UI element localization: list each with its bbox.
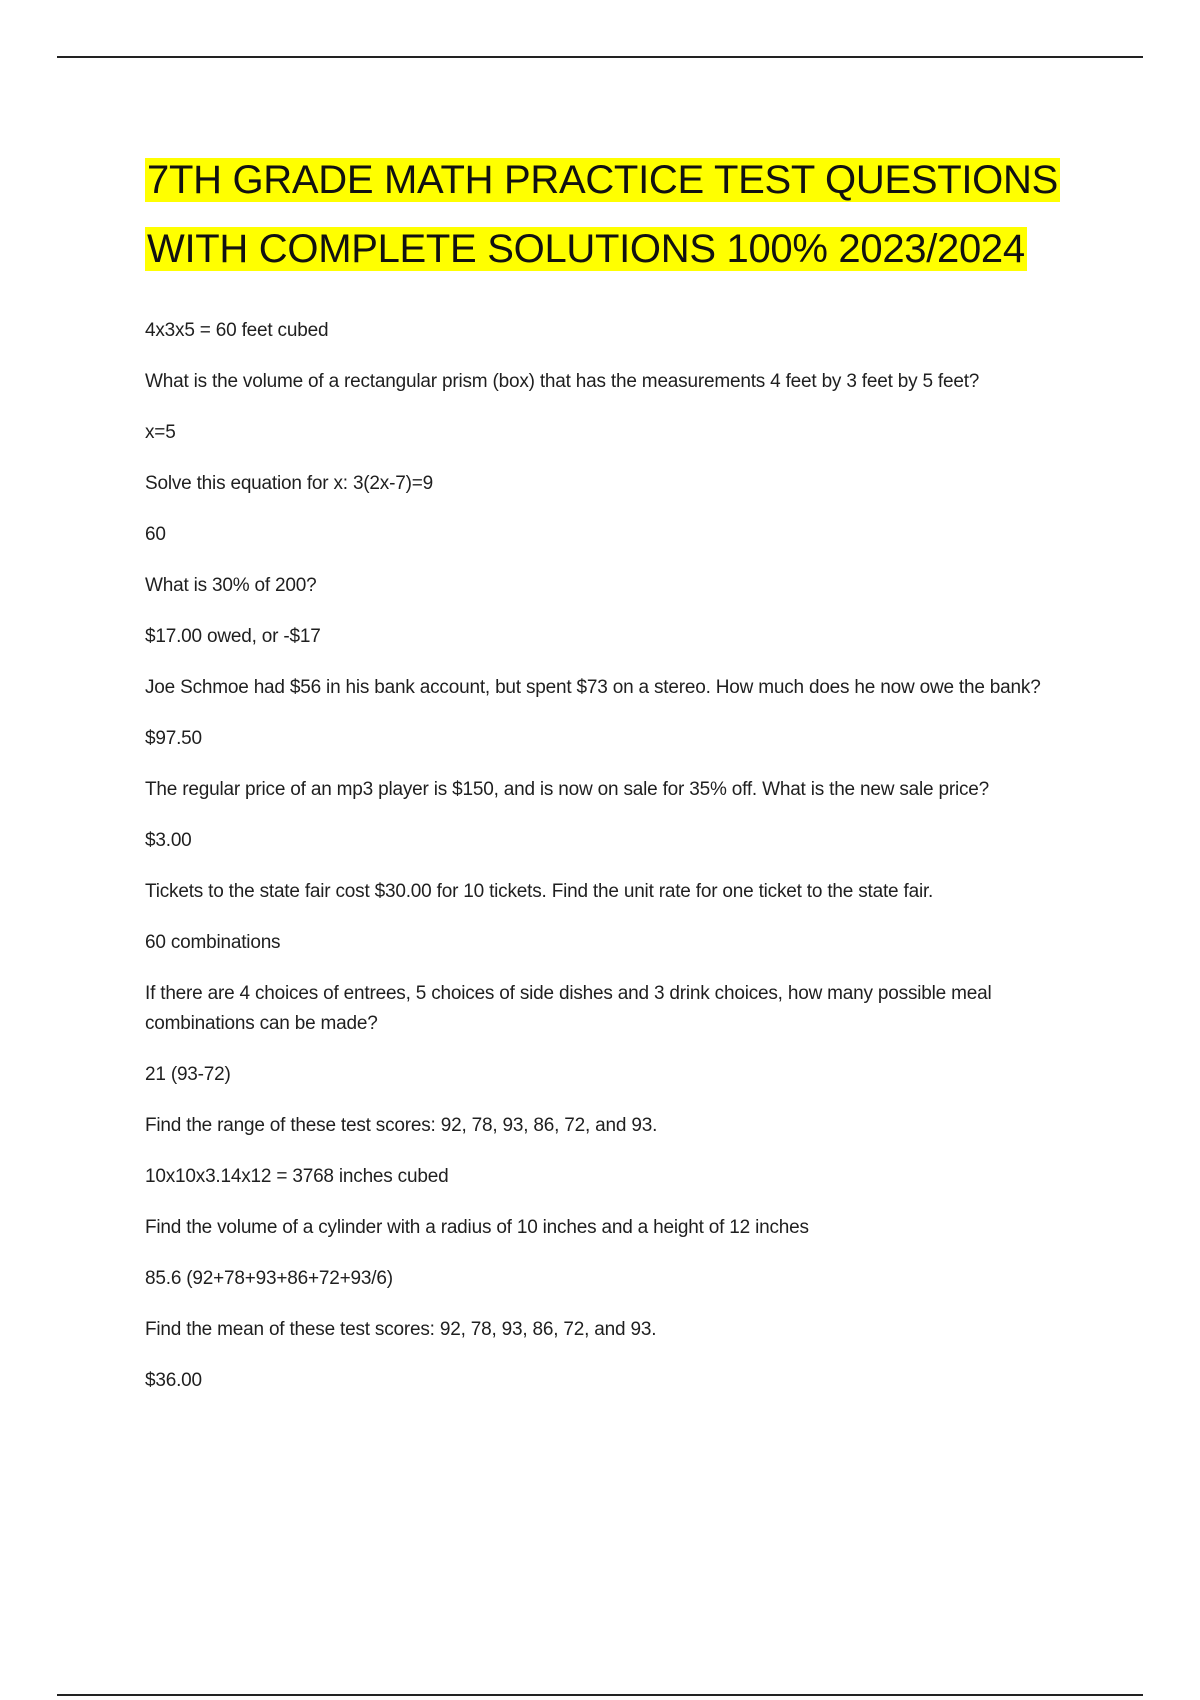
- question-line: Find the volume of a cylinder with a radius of 10 inches and a height of 12 inches: [145, 1217, 809, 1238]
- answer-line: $3.00: [145, 830, 192, 851]
- page-header-rule: [57, 56, 1143, 58]
- question-line: Tickets to the state fair cost $30.00 for 10 tickets. Find the unit rate for one ticket to the state fair.: [145, 881, 934, 902]
- question-line: Solve this equation for x: 3(2x-7)=9: [145, 473, 433, 494]
- question-line: Find the range of these test scores: 92, 78, 93, 86, 72, and 93.: [145, 1115, 658, 1136]
- answer-line: 10x10x3.14x12 = 3768 inches cubed: [145, 1166, 449, 1187]
- answer-line: 60: [145, 524, 166, 545]
- answer-line: $17.00 owed, or -$17: [145, 626, 321, 647]
- question-line: The regular price of an mp3 player is $150, and is now on sale for 35% off. What is the new sale price?: [145, 779, 990, 800]
- question-line: Joe Schmoe had $56 in his bank account, but spent $73 on a stereo. How much does he now owe the bank?: [145, 677, 1041, 698]
- answer-line: 85.6 (92+78+93+86+72+93/6): [145, 1268, 393, 1289]
- question-line: What is the volume of a rectangular prism (box) that has the measurements 4 feet by 3 feet by 5 feet?: [145, 371, 980, 392]
- document-title: [145, 146, 1075, 284]
- answer-line: 60 combinations: [145, 932, 281, 953]
- page-footer-rule: [57, 1694, 1143, 1696]
- answer-line: $97.50: [145, 728, 202, 749]
- answer-line: x=5: [145, 422, 176, 443]
- document-body: [145, 146, 1075, 1417]
- question-line: What is 30% of 200?: [145, 575, 317, 596]
- qa-list: [145, 316, 1075, 1396]
- document-title-highlight: 7TH GRADE MATH PRACTICE TEST QUESTIONS WITH COMPLETE SOLUTIONS 100% 2023/2024: [147, 158, 1058, 271]
- answer-line: 4x3x5 = 60 feet cubed: [145, 320, 329, 341]
- answer-line: $36.00: [145, 1370, 202, 1391]
- question-line: If there are 4 choices of entrees, 5 choices of side dishes and 3 drink choices, how many possible meal combinations can be made?: [145, 983, 992, 1034]
- answer-line: 21 (93-72): [145, 1064, 231, 1085]
- question-line: Find the mean of these test scores: 92, 78, 93, 86, 72, and 93.: [145, 1319, 657, 1340]
